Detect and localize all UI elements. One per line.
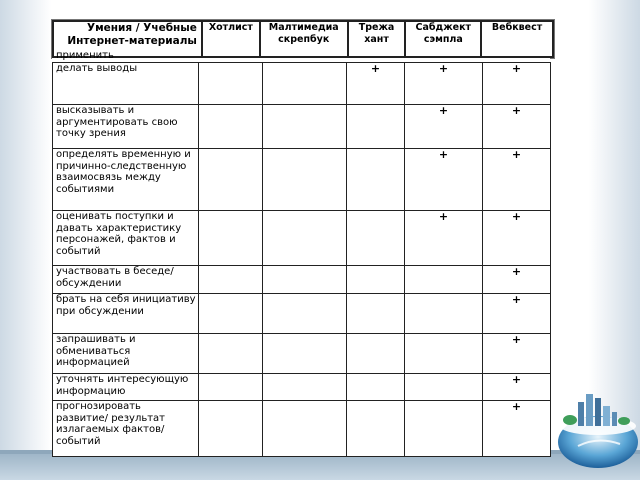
table-row: [53, 294, 551, 334]
mark-multimedia-scrapbook: [263, 63, 347, 105]
skill-cell: запрашивать и обмениваться информацией: [53, 334, 199, 374]
mark-treasure-hunt: [347, 294, 405, 334]
mark-multimedia-scrapbook: [263, 401, 347, 457]
mark-treasure-hunt: [347, 149, 405, 211]
mark-webquest: +: [483, 266, 551, 294]
mark-hotlist: [199, 374, 263, 401]
skill-cell: брать на себя инициативу при обсуждении: [53, 294, 199, 334]
mark-hotlist: [199, 105, 263, 149]
mark-treasure-hunt: [347, 334, 405, 374]
mark-hotlist: [199, 63, 263, 105]
mark-treasure-hunt: [347, 266, 405, 294]
header-col-webquest: Вебквест: [481, 21, 553, 57]
header-col-skills: Умения / Учебные Интернет-материалы: [53, 21, 202, 57]
mark-hotlist: [199, 211, 263, 266]
bottom-band: [0, 454, 640, 480]
header-col-multimedia-scrapbook: Малтимедиа скрепбук: [260, 21, 348, 57]
mark-subject-sampler: +: [405, 149, 483, 211]
mark-subject-sampler: [405, 401, 483, 457]
table-row: [53, 211, 551, 266]
mark-hotlist: [199, 149, 263, 211]
mark-webquest: +: [483, 401, 551, 457]
mark-treasure-hunt: +: [347, 63, 405, 105]
mark-webquest: +: [483, 105, 551, 149]
table-row: [53, 149, 551, 211]
skill-cell: участвовать в беседе/ обсуждении: [53, 266, 199, 294]
mark-multimedia-scrapbook: [263, 211, 347, 266]
table-row: [53, 334, 551, 374]
header-row: [53, 21, 553, 57]
mark-webquest: +: [483, 334, 551, 374]
mark-subject-sampler: +: [405, 63, 483, 105]
mark-hotlist: [199, 401, 263, 457]
mark-multimedia-scrapbook: [263, 105, 347, 149]
cut-off-row-text: применить: [56, 50, 114, 61]
skill-cell: определять временную и причинно-следственную взаимосвязь между событиями: [53, 149, 199, 211]
skill-cell: уточнять интересующую информацию: [53, 374, 199, 401]
mark-multimedia-scrapbook: [263, 149, 347, 211]
table-row: [53, 401, 551, 457]
mark-subject-sampler: [405, 334, 483, 374]
mark-hotlist: [199, 334, 263, 374]
mark-subject-sampler: [405, 266, 483, 294]
mark-multimedia-scrapbook: [263, 294, 347, 334]
mark-multimedia-scrapbook: [263, 266, 347, 294]
mark-webquest: +: [483, 374, 551, 401]
mark-subject-sampler: +: [405, 211, 483, 266]
mark-webquest: +: [483, 149, 551, 211]
mark-multimedia-scrapbook: [263, 374, 347, 401]
mark-hotlist: [199, 294, 263, 334]
header-col-treasure-hunt: Трежа хант: [348, 21, 406, 57]
mark-subject-sampler: [405, 374, 483, 401]
mark-hotlist: [199, 266, 263, 294]
table-row: [53, 266, 551, 294]
mark-webquest: +: [483, 294, 551, 334]
mark-treasure-hunt: [347, 401, 405, 457]
skill-cell: высказывать и аргументировать свою точку зрения: [53, 105, 199, 149]
mark-subject-sampler: +: [405, 105, 483, 149]
header-col-hotlist: Хотлист: [202, 21, 260, 57]
mark-subject-sampler: [405, 294, 483, 334]
globe-city-illustration: [548, 384, 640, 474]
header-col-subject-sampler: Сабджект сэмпла: [405, 21, 481, 57]
mark-webquest: +: [483, 63, 551, 105]
table-row: [53, 374, 551, 401]
mark-multimedia-scrapbook: [263, 334, 347, 374]
mark-webquest: +: [483, 211, 551, 266]
skill-cell: оценивать поступки и давать характеристику персонажей, фактов и событий: [53, 211, 199, 266]
mark-treasure-hunt: [347, 374, 405, 401]
table-row: [53, 105, 551, 149]
skills-table: [52, 62, 551, 457]
mark-treasure-hunt: [347, 105, 405, 149]
header-table: [52, 20, 554, 58]
skill-cell: прогнозировать развитие/ результат излагаемых фактов/ событий: [53, 401, 199, 457]
mark-treasure-hunt: [347, 211, 405, 266]
table-row: [53, 63, 551, 105]
skill-cell: делать выводы: [53, 63, 199, 105]
